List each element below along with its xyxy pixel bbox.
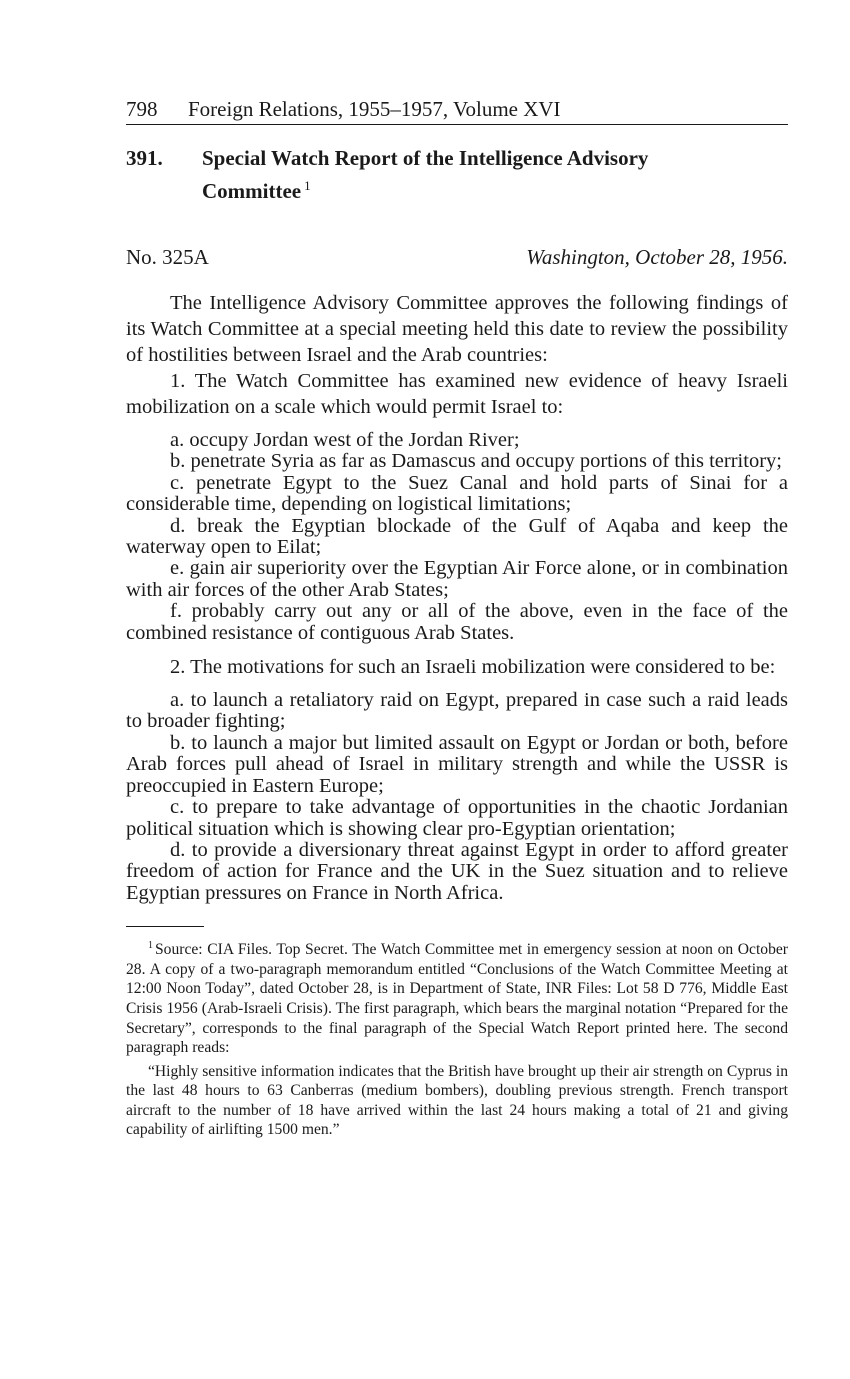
list-item: b. penetrate Syria as far as Damascus and occupy portions of this territory; [170, 450, 782, 473]
place-and-date: Washington, October 28, 1956. [526, 245, 788, 269]
paragraph-1: 1. The Watch Committee has examined new evidence of heavy Israeli mobilization on a scale which would permit Israel to: [126, 370, 788, 418]
motivations-list [126, 690, 788, 904]
document-number: 391. [126, 146, 163, 170]
publication-title: Foreign Relations, 1955–1957, Volume XVI [188, 97, 561, 121]
document-title-text: Special Watch Report of the Intelligence Advisory Committee [202, 146, 649, 203]
list-item: c. to prepare to take advantage of opportunities in the chaotic Jordanian political situation which is showing clear pro-Egyptian orientation; [126, 796, 788, 840]
footnote-reference[interactable]: 1 [304, 178, 311, 193]
intro-paragraph: The Intelligence Advisory Committee approves the following findings of its Watch Committee at a special meeting held this date to review the possibility of hostilities between Israel and the Arab countries: [126, 292, 788, 366]
footnotes [126, 936, 788, 1140]
footnote-text: Source: CIA Files. Top Secret. The Watch Committee met in emergency session at noon on October 28. A copy of a two-paragraph memorandum entitled “Conclusions of the Watch Committee Meeting at 12:00 Noon Today”, dated October 28, is in Department of State, INR Files: Lot 58 D 776, Middle East Crisis 1956 (Arab-Israeli Crisis). The first paragraph, which bears the marginal notation “Prepared for the Secretary”, corresponds to the final paragraph of the Special Watch Report printed here. The second paragraph reads: [126, 941, 788, 1057]
document-title [202, 145, 762, 205]
list-item: d. break the Egyptian blockade of the Gulf of Aqaba and keep the waterway open to Eilat; [126, 514, 788, 559]
document-heading [126, 145, 788, 205]
list-item: e. gain air superiority over the Egyptian Air Force alone, or in combination with air forces of the other Arab States; [126, 557, 788, 601]
running-head [126, 96, 788, 125]
list-item: c. penetrate Egypt to the Suez Canal and hold parts of Sinai for a considerable time, depending on logistical limitations; [126, 471, 788, 516]
capabilities-list [126, 430, 788, 644]
page-number: 798 [126, 97, 158, 121]
list-item: f. probably carry out any or all of the above, even in the face of the combined resistance of contiguous Arab States. [126, 600, 788, 644]
report-body [126, 290, 788, 904]
footnote-1 [126, 936, 788, 1058]
footnote-divider [126, 926, 204, 927]
report-number: No. 325A [126, 245, 209, 269]
list-item: b. to launch a major but limited assault on Egypt or Jordan or both, before Arab forces pull ahead of Israel in military strength and while the USSR is preoccupied in Eastern Europe; [126, 731, 788, 797]
document-page [126, 96, 788, 1140]
dateline [126, 244, 788, 270]
footnote-marker: 1 [148, 940, 153, 952]
footnote-quote: “Highly sensitive information indicates that the British have brought up their air strength on Cyprus in the last 48 hours to 63 Canberras (medium bombers), doubling previous strength. French transport aircraft to the number of 18 have arrived within the last 24 hours making a total of 21 and giving capability of airlifting 1500 men.” [126, 1062, 788, 1139]
paragraph-2: 2. The motivations for such an Israeli mobilization were considered to be: [170, 656, 776, 679]
list-item: a. occupy Jordan west of the Jordan River; [170, 429, 520, 451]
list-item: d. to provide a diversionary threat against Egypt in order to afford greater freedom of action for France and the UK in the Suez situation and to relieve Egyptian pressures on France in North Africa. [126, 838, 788, 904]
list-item: a. to launch a retaliatory raid on Egypt, prepared in case such a raid leads to broader fighting; [126, 689, 788, 733]
